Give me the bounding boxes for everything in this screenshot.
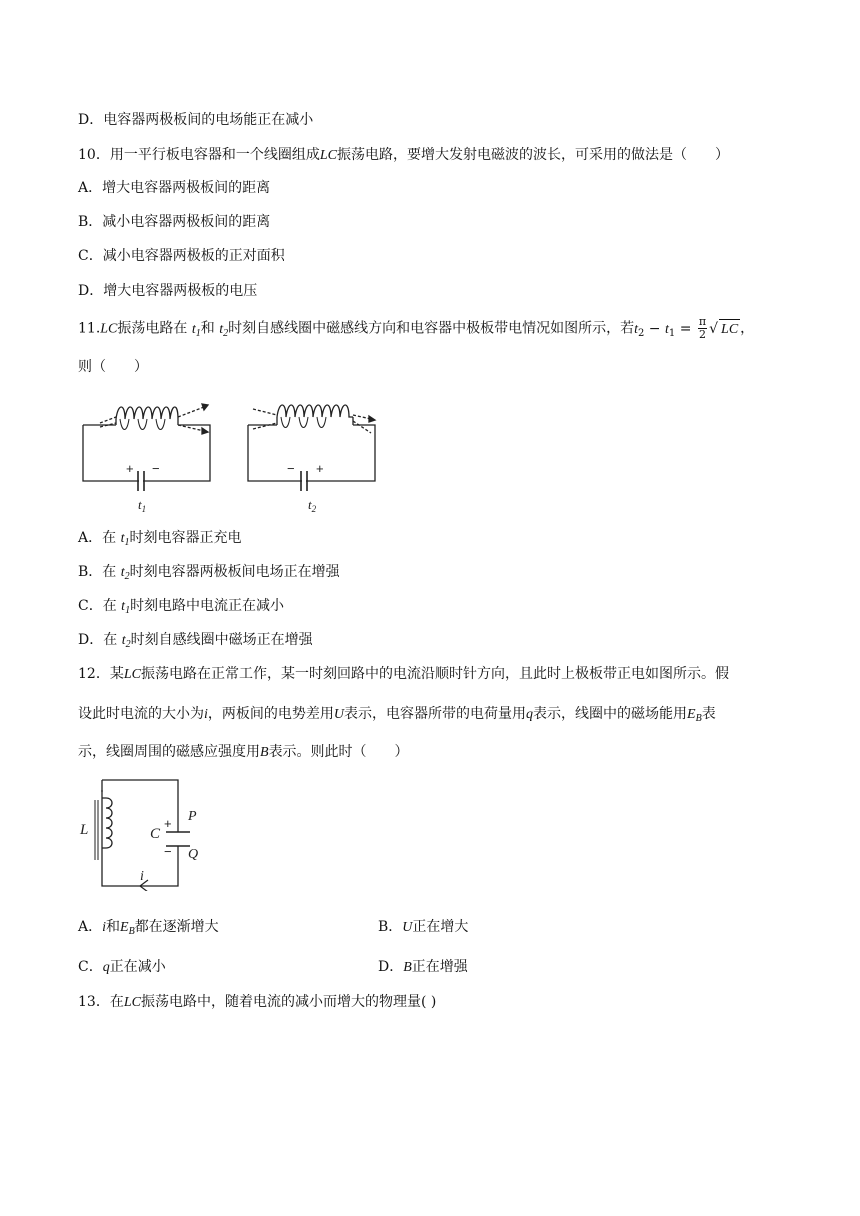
q12-label-C: C — [150, 826, 161, 842]
q11-t2: $t_2$ — [219, 321, 229, 339]
q10-option-b-text: B．减小电容器两极板间的距离 — [78, 214, 271, 230]
q12-label-P: P — [188, 809, 197, 824]
q11-label-t2: $t_2$ — [308, 497, 317, 514]
q11-text-d: ， — [740, 320, 755, 337]
q11-lc: LC — [100, 321, 118, 337]
q12-option-a: A．i和$E_B$都在逐渐增大 — [78, 919, 219, 937]
q11-fraction: $\frac{\pi}{2}$ — [698, 315, 707, 341]
q12-stem-line2: 设此时电流的大小为i，两板间的电势差用U表示，电容器所带的电荷量用q表示，线圈中的磁场能用$E_B$表 — [78, 706, 716, 724]
q11-line2-text: 则（ ） — [78, 359, 148, 375]
q11-option-d: D．在 $t_2$时刻自感线圈中磁场正在增强 — [78, 632, 313, 650]
q11-circuit-t2 — [248, 405, 375, 491]
q11-minus-2: − — [287, 461, 295, 476]
q10-option-d-text: D．增大电容器两极板的电压 — [78, 283, 258, 299]
q11-label-t1: $t_1$ — [138, 497, 147, 514]
q11-text-a: 振荡电路在 — [117, 320, 188, 337]
q12-stem-line3: 示，线圈周围的磁感应强度用B表示。则此时（ ） — [78, 744, 409, 760]
q11-option-c: C．在 $t_1$时刻电路中电流正在减小 — [78, 598, 285, 616]
q11-sqrt-symbol: √ — [709, 320, 719, 337]
q11-sqrt-content: LC — [719, 319, 740, 340]
q11-text-c: 时刻自感线圈中磁感线方向和电容器中极板带电情况如图所示，若 — [228, 320, 635, 337]
q11-minus-1: − — [152, 461, 160, 476]
q11-formula: $t_2 - t_1$ = $\frac{\pi}{2}$ √ LC — [634, 315, 739, 341]
q12-label-Q: Q — [188, 847, 199, 862]
q12-option-c: C．q正在减小 — [78, 959, 166, 975]
q11-text-b: 和 — [200, 320, 215, 337]
q11-circuit-t1 — [83, 404, 210, 491]
q11-figure — [78, 393, 388, 523]
q12-figure — [78, 776, 218, 891]
q12-plus: + — [164, 816, 172, 831]
q10-option-a-text: A．增大电容器两极板间的距离 — [78, 180, 271, 196]
q11-cap-gap-1 — [139, 477, 143, 485]
q10-option-c — [78, 246, 285, 266]
q11-stem-line2 — [78, 357, 148, 377]
q10-option-a — [78, 178, 270, 198]
q9-option-d — [78, 110, 313, 130]
q12-stem-line1: 12．某LC振荡电路在正常工作，某一时刻回路中的电流沿顺时针方向，且此时上极板带正电如图所示。假 — [78, 666, 729, 682]
q12-option-b: B．U正在增大 — [378, 919, 469, 935]
q11-stem — [78, 316, 754, 344]
q12-label-L: L — [80, 822, 89, 838]
q12-option-d: D．B正在增强 — [378, 959, 468, 975]
q10-option-d — [78, 281, 257, 301]
q10-stem-a: 10．用一平行板电容器和一个线圈组成 — [78, 147, 320, 163]
q11-option-a: A．在 $t_1$时刻电容器正充电 — [78, 530, 242, 548]
q12-minus: − — [164, 844, 172, 859]
q11-plus-1: + — [126, 461, 134, 476]
q12-label-i: i — [140, 869, 144, 884]
q11-t1: $t_1$ — [191, 321, 201, 339]
q10-lc: LC — [319, 148, 337, 163]
q10-option-c-text: C．减小电容器两极板的正对面积 — [78, 248, 285, 264]
q11-number: 11. — [78, 320, 101, 337]
q13-stem: 13．在LC振荡电路中，随着电流的减小而增大的物理量( ) — [78, 994, 437, 1010]
q11-plus-2: + — [316, 461, 324, 476]
q9-option-d-text: D．电容器两极板间的电场能正在减小 — [78, 112, 314, 128]
q11-cap-gap-2 — [302, 477, 306, 485]
q10-option-b — [78, 212, 270, 232]
q11-option-b: B．在 $t_2$时刻电容器两极板间电场正在增强 — [78, 564, 340, 582]
q10-stem — [78, 145, 729, 166]
q10-stem-b: 振荡电路，要增大发射电磁波的波长，可采用的做法是（ ） — [336, 147, 729, 163]
